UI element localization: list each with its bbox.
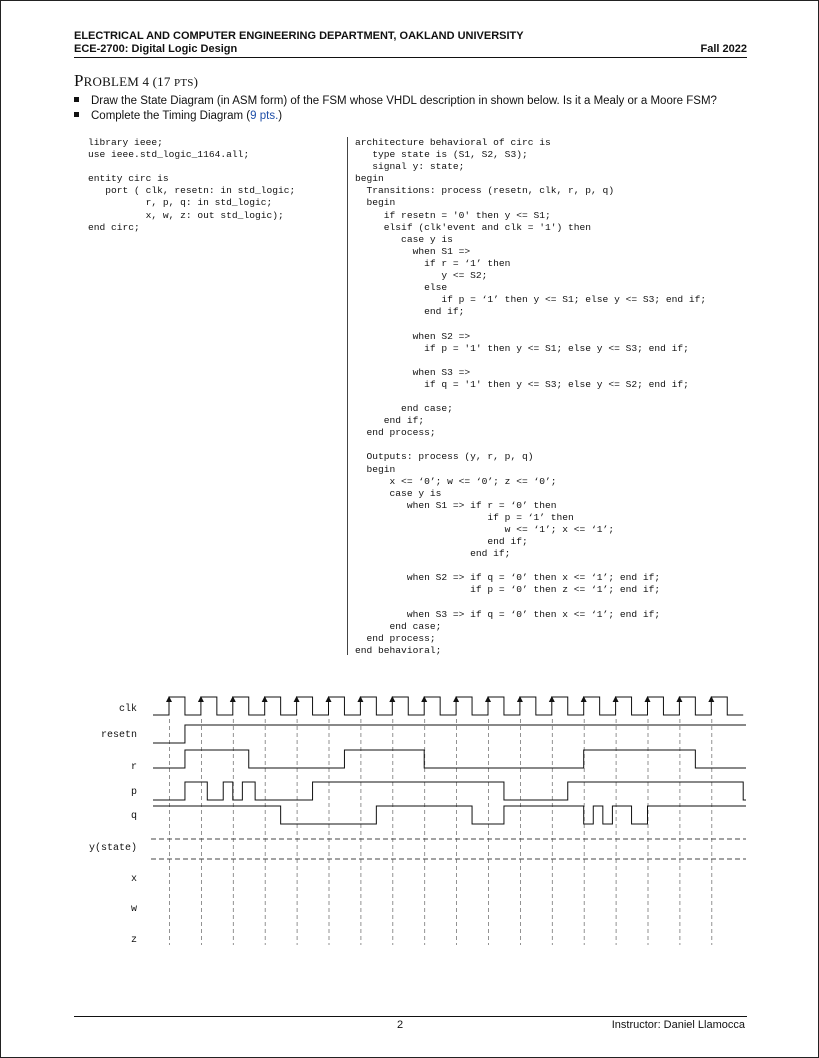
department-title: ELECTRICAL AND COMPUTER ENGINEERING DEPARTMENT, OAKLAND UNIVERSITY: [74, 30, 524, 42]
course-title: ECE-2700: Digital Logic Design: [74, 43, 238, 55]
signal-label-w: w: [130, 904, 137, 915]
problem-title-pts: PTS: [174, 77, 194, 89]
entity-code-block: library ieee; use ieee.std_logic_1164.all; entity circ is port ( clk, resetn: in std_logic; r, p, q: in std_logic; x, w, z: out std_logic); end circ;: [88, 137, 296, 233]
architecture-code-block: architecture behavioral of circ is type state is (S1, S2, S3); signal y: state; begin Transitions: process (resetn, clk, r, p, q) begin if resetn = '0' then y <= S1; elsif (clk'event and clk = '1') then case y is when S1 => if r = ‘1’ then y <= S2; else if p = ‘1’ then y <= S1; else y <= S3; end if; end if; when S2 => if p = '1' then y <= S1; else y <= S3; end if; when S3 => if q = '1' then y <= S3; else y <= S2; end if; end case; end if; end process; Outputs: process (y, r, p, q) begin x <= ‘0’; w <= ‘0’; z <= ‘0’; case y is when S1 => if r = ‘0’ then if p = ‘1’ then w <= ‘1’; x <= ‘1’; end if; end if; when S2 => if q = ‘0’ then x <= ‘1’; end if; if p = ‘0’ then z <= ‘1’; end if; when S3 => if q = ‘0’ then x <= ‘1’; end if; end case; end process; end behavioral;: [355, 137, 707, 656]
signal-label-p: p: [130, 787, 137, 798]
signal-label-ystate: y(state): [88, 843, 137, 854]
instruction-close: ): [278, 110, 283, 122]
signal-label-r: r: [130, 762, 137, 773]
footer-divider: [74, 1016, 747, 1017]
clk-waveform: [153, 697, 743, 715]
problem-title-initial: P: [74, 71, 84, 90]
signal-label-resetn: resetn: [100, 730, 137, 741]
instructor-label: Instructor: Daniel Llamocca: [611, 1019, 745, 1031]
p-waveform: [153, 782, 746, 800]
q-waveform: [153, 806, 746, 824]
page-number: 2: [397, 1019, 404, 1031]
problem-title-rest: ROBLEM 4 (17: [83, 74, 175, 89]
signal-label-x: x: [130, 874, 137, 885]
term-label: Fall 2022: [700, 43, 747, 55]
instruction-text-1: Draw the State Diagram (in ASM form) of the FSM whose VHDL description in shown below. Is it a Mealy or a Moore FSM?: [91, 95, 717, 107]
problem-title-close: ): [193, 74, 199, 89]
r-waveform: [153, 750, 746, 768]
instruction-points: 9 pts.: [250, 110, 279, 122]
signal-label-z: z: [130, 935, 137, 946]
instruction-text-2: Complete the Timing Diagram (: [91, 110, 251, 122]
timing-diagram: [1, 1, 818, 1001]
signal-label-q: q: [130, 811, 137, 822]
signal-label-clk: clk: [118, 704, 137, 715]
resetn-waveform: [153, 725, 746, 743]
